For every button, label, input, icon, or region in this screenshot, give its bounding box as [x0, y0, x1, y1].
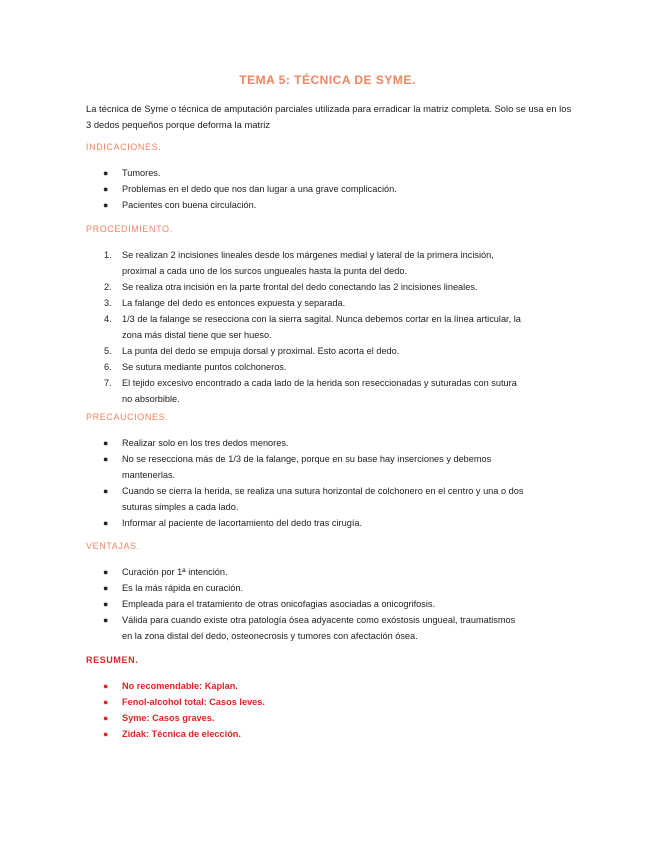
bullet-icon: ● — [103, 518, 109, 528]
bullet-icon: ● — [103, 200, 109, 210]
list-item: ● Válida para cuando existe otra patología ósea adyacente como exóstosis ungueal, traumatismos en la zona distal del dedo, osteonecrosis y tumores con afectación ósea. — [86, 612, 526, 644]
bullet-icon: ● — [103, 486, 109, 496]
page-title: TEMA 5: TÉCNICA DE SYME. — [239, 73, 416, 87]
bullet-icon: ● — [103, 583, 109, 593]
bullet-icon: ● — [103, 184, 109, 194]
list-resumen — [86, 678, 526, 742]
list-item: ● Syme: Casos graves. — [86, 710, 526, 726]
heading-resumen: RESUMEN. — [86, 655, 139, 665]
list-item: ● Empleada para el tratamiento de otras onicofagias asociadas a onicogrifosis. — [86, 596, 526, 612]
heading-precauciones: PRECAUCIONES. — [86, 412, 169, 422]
list-item: 1. Se realizan 2 incisiones lineales desde los márgenes medial y lateral de la primera incisión, proximal a cada uno de los surcos ungueales hasta la punta del dedo. — [104, 250, 494, 276]
list-item: ● Pacientes con buena circulación. — [86, 197, 526, 213]
list-item: ● Es la más rápida en curación. — [86, 580, 526, 596]
list-item: ● Fenol-alcohol total: Casos leves. — [86, 694, 526, 710]
list-precauciones — [86, 435, 526, 531]
list-item: ● Tumores. — [86, 165, 526, 181]
list-item: ● Curación por 1ª intención. — [86, 564, 526, 580]
heading-procedimiento: PROCEDIMIENTO. — [86, 224, 173, 234]
bullet-icon: ● — [103, 599, 109, 609]
list-procedimiento — [86, 247, 526, 407]
bullet-icon: ● — [103, 567, 109, 577]
list-item: ● No se resecciona más de 1/3 de la falange, porque en su base hay inserciones y debemos mantenerlas. — [86, 451, 526, 483]
list-item: 2. Se realiza otra incisión en la parte frontal del dedo conectando las 2 incisiones lineales. — [104, 282, 478, 292]
list-item: ● Cuando se cierra la herida, se realiza una sutura horizontal de colchonero en el centro y una o dos suturas simples a cada lado. — [86, 483, 526, 515]
bullet-icon: ● — [103, 168, 109, 178]
list-item: 7. El tejido excesivo encontrado a cada lado de la herida son reseccionadas y suturadas con sutura no absorbible. — [104, 378, 517, 404]
list-item: 3. La falange del dedo es entonces expuesta y separada. — [104, 298, 346, 308]
bullet-icon: ● — [103, 438, 109, 448]
bullet-icon: ● — [103, 713, 109, 723]
list-item: ● Problemas en el dedo que nos dan lugar a una grave complicación. — [86, 181, 526, 197]
bullet-icon: ● — [103, 615, 109, 625]
bullet-icon: ● — [103, 697, 109, 707]
list-item: ● Informar al paciente de lacortamiento del dedo tras cirugía. — [86, 515, 526, 531]
list-indicaciones — [86, 165, 526, 213]
list-item: 5. La punta del dedo se empuja dorsal y proximal. Esto acorta el dedo. — [104, 346, 400, 356]
heading-indicaciones: INDICACIONES. — [86, 142, 162, 152]
list-item: ● Zidak: Técnica de elección. — [86, 726, 526, 742]
bullet-icon: ● — [103, 681, 109, 691]
list-item: 6. Se sutura mediante puntos colchoneros. — [104, 362, 287, 372]
bullet-icon: ● — [103, 454, 109, 464]
list-item: 4. 1/3 de la falange se resecciona con la sierra sagital. Nunca debemos cortar en la línea articular, la zona más distal tiene que ser hueso. — [104, 314, 521, 340]
heading-ventajas: VENTAJAS. — [86, 541, 140, 551]
bullet-icon: ● — [103, 729, 109, 739]
list-item: ● Realizar solo en los tres dedos menores. — [86, 435, 526, 451]
list-ventajas — [86, 564, 526, 644]
list-item: ● No recomendable: Kaplan. — [86, 678, 526, 694]
intro-paragraph: La técnica de Syme o técnica de amputación parciales utilizada para erradicar la matriz completa. Solo se usa en los 3 dedos pequeños porque deforma la matriz — [86, 103, 572, 130]
